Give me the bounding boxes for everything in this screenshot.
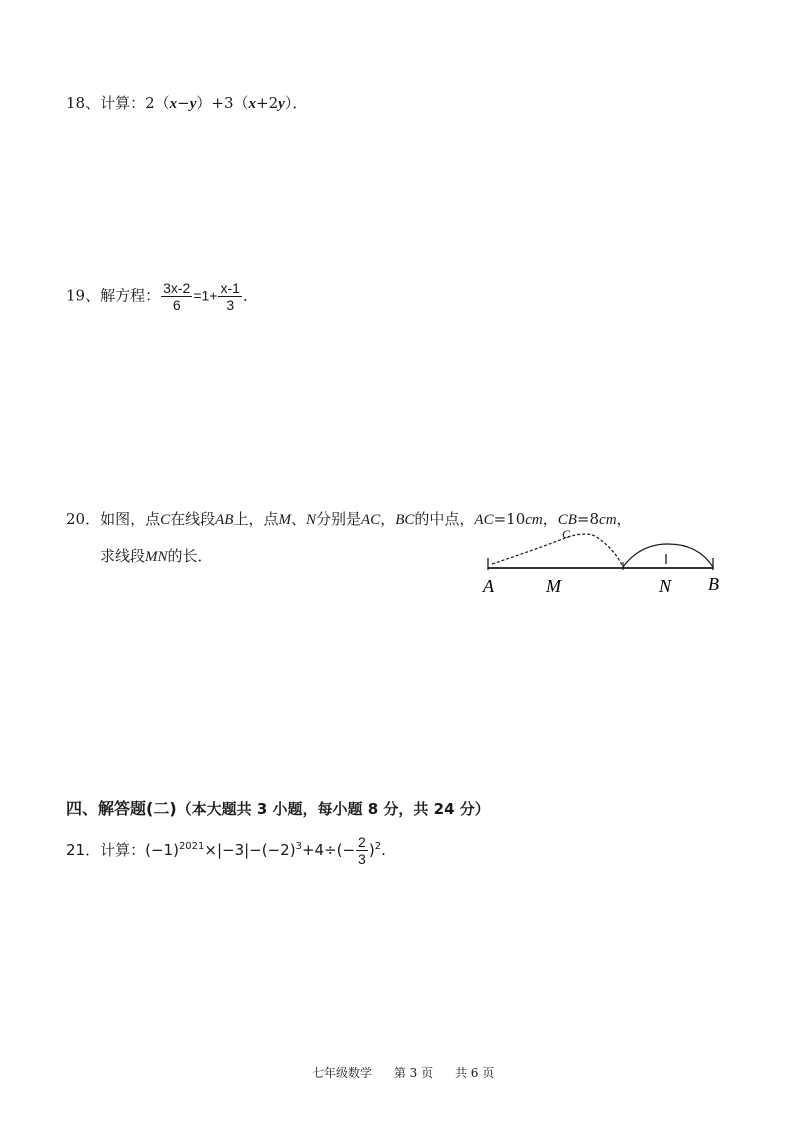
text: =8	[576, 510, 600, 528]
text: 在线段	[170, 510, 216, 528]
text: ，	[542, 510, 558, 528]
label-m: M	[546, 576, 561, 596]
page-footer	[312, 1064, 494, 1081]
question-label: 计算：	[100, 841, 146, 859]
text: 分别是	[316, 510, 362, 528]
exponent: 2021	[178, 841, 205, 852]
expr-part: 2（	[145, 94, 170, 112]
expr-part: (−1)	[145, 841, 179, 859]
fraction-rhs	[218, 280, 241, 313]
unit-cm: cm	[525, 512, 543, 528]
fraction-lhs	[161, 280, 192, 313]
text: 的中点，	[414, 510, 475, 528]
expr-part: .	[381, 841, 386, 859]
section-title: 四、解答题(二)	[66, 799, 177, 818]
question-21	[66, 834, 386, 867]
var-x: x	[248, 96, 257, 112]
expr-part: ．	[242, 286, 258, 305]
section-note: （本大题共 3 小题，每小题 8 分，共 24 分）	[176, 800, 490, 818]
section-heading	[66, 796, 490, 819]
question-number: 19、	[66, 286, 101, 305]
segment-ac: AC	[474, 512, 494, 528]
expr-part: ×|−3|−(−2)	[204, 841, 296, 859]
fraction-denominator: 6	[172, 297, 181, 313]
fraction	[356, 834, 368, 867]
unit-cm: cm	[599, 512, 617, 528]
point-c: C	[160, 512, 171, 528]
footer-subject: 七年级数学	[312, 1066, 373, 1080]
fraction-numerator: x-1	[220, 280, 240, 296]
question-19	[66, 280, 258, 313]
footer-page-number: 第 3 页	[393, 1066, 434, 1080]
question-label: 计算：	[100, 94, 146, 112]
footer-total-pages: 共 6 页	[454, 1066, 495, 1080]
segment-ab: AB	[215, 512, 234, 528]
point-n: N	[306, 512, 317, 528]
exponent: 3	[295, 841, 302, 852]
arc-ac	[492, 534, 623, 567]
question-number: 18、	[66, 94, 101, 112]
expr-part: ）+3（	[196, 94, 249, 112]
var-x: x	[169, 96, 178, 112]
text: 求线段	[100, 547, 146, 565]
arc-cb	[623, 544, 713, 567]
label-n: N	[659, 576, 672, 596]
exponent: 2	[374, 841, 382, 852]
var-y: y	[189, 96, 197, 112]
label-b: B	[708, 574, 719, 594]
text: 的长．	[167, 547, 213, 565]
segment-figure	[470, 520, 740, 605]
segment-bc: BC	[395, 512, 415, 528]
text: 如图，点	[100, 510, 161, 528]
question-label: 解方程：	[100, 286, 161, 305]
segment-mn: MN	[145, 549, 168, 565]
fraction-numerator: 2	[358, 834, 366, 850]
text: 上，点	[233, 510, 279, 528]
fraction-denominator: 3	[358, 851, 366, 867]
fraction-denominator: 3	[226, 297, 235, 313]
text: ，	[380, 510, 396, 528]
expr-part: +4÷(−	[301, 841, 356, 859]
question-number: 20．	[66, 510, 101, 528]
fraction-numerator: 3x-2	[163, 280, 191, 296]
segment-ac: AC	[361, 512, 381, 528]
label-c: C	[562, 527, 571, 541]
point-m: M	[278, 512, 291, 528]
question-number: 21．	[66, 841, 101, 859]
label-a: A	[483, 576, 494, 596]
expr-part: +2	[256, 94, 279, 112]
var-y: y	[278, 96, 285, 112]
question-20-line-2	[100, 545, 213, 566]
expr-part: )	[368, 841, 375, 859]
text: ，	[616, 510, 632, 528]
expr-part: =1+	[193, 287, 218, 304]
expr-part: ）．	[284, 94, 308, 112]
segment-cb: CB	[557, 512, 577, 528]
expr-part: −	[177, 94, 190, 112]
text: 、	[290, 510, 306, 528]
text: =10	[493, 510, 526, 528]
question-18	[66, 92, 307, 113]
